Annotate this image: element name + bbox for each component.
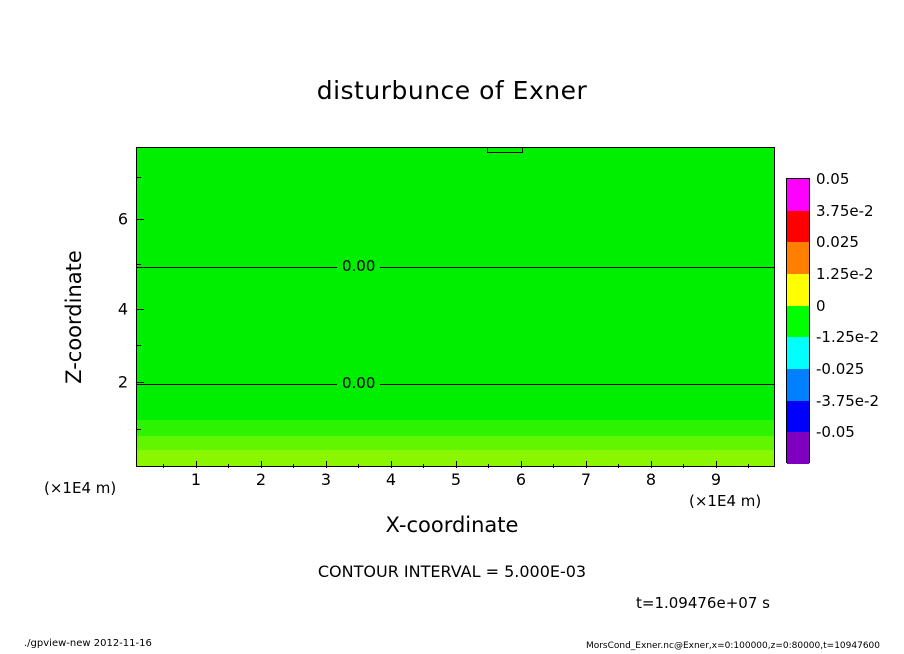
x-tick-label-2: 2 bbox=[255, 470, 267, 489]
x-tick-label-7: 7 bbox=[580, 470, 592, 489]
x-tick-label-6: 6 bbox=[515, 470, 527, 489]
colorbar-tick-label: 0.05 bbox=[816, 170, 850, 188]
colorbar-cell bbox=[787, 337, 809, 369]
x-tick-3 bbox=[326, 461, 327, 468]
contour-line-upper bbox=[137, 267, 774, 268]
x-tick-label-1: 1 bbox=[190, 470, 202, 489]
x-tick-4 bbox=[391, 461, 392, 468]
colorbar-tick-label: 1.25e-2 bbox=[816, 265, 874, 283]
y-tick-minor-b bbox=[137, 345, 141, 346]
x-tick-minor-i bbox=[683, 464, 684, 468]
contour-label-lower: 0.00 bbox=[337, 376, 380, 390]
x-tick-7 bbox=[586, 461, 587, 468]
contour-top-notch bbox=[487, 147, 523, 153]
contour-interval-text: CONTOUR INTERVAL = 5.000E-03 bbox=[317, 562, 587, 581]
x-tick-1 bbox=[196, 461, 197, 468]
y-tick-minor-d bbox=[137, 177, 141, 178]
x-tick-6 bbox=[521, 461, 522, 468]
colorbar-cell bbox=[787, 211, 809, 243]
x-tick-2 bbox=[261, 461, 262, 468]
colorbar-cell bbox=[787, 274, 809, 306]
x-tick-label-5: 5 bbox=[450, 470, 462, 489]
colorbar-tick-label: 0 bbox=[816, 296, 826, 315]
x-tick-minor-b bbox=[228, 464, 229, 468]
x-tick-label-9: 9 bbox=[710, 470, 722, 489]
y-tick-label-2: 2 bbox=[117, 372, 128, 392]
y-tick-2 bbox=[137, 382, 144, 383]
x-tick-minor-f bbox=[488, 464, 489, 468]
colorbar-tick-label: -1.25e-2 bbox=[816, 328, 879, 347]
x-tick-minor-h bbox=[618, 464, 619, 468]
y-axis-title: Z-coordinate bbox=[62, 250, 86, 384]
colorbar-cell bbox=[787, 242, 809, 274]
x-tick-8 bbox=[651, 461, 652, 468]
x-tick-label-3: 3 bbox=[320, 470, 332, 489]
footer-left-text: ./gpview-new 2012-11-16 bbox=[24, 638, 152, 649]
x-tick-minor-g bbox=[553, 464, 554, 468]
page-title: disturbunce of Exner bbox=[316, 76, 588, 105]
y-tick-6 bbox=[137, 219, 144, 220]
x-axis-units: (×1E4 m) bbox=[689, 492, 762, 510]
contour-band-base bbox=[137, 148, 774, 466]
x-tick-minor-a bbox=[163, 464, 164, 468]
x-tick-label-4: 4 bbox=[385, 470, 397, 489]
colorbar-cell bbox=[787, 306, 809, 338]
x-tick-minor-d bbox=[358, 464, 359, 468]
colorbar-tick-label: -0.025 bbox=[816, 360, 865, 378]
colorbar-cell bbox=[787, 401, 809, 433]
y-axis-units: (×1E4 m) bbox=[44, 479, 117, 497]
y-tick-label-4: 4 bbox=[117, 299, 128, 319]
colorbar-tick-label: 0.025 bbox=[816, 233, 859, 252]
x-tick-minor-e bbox=[423, 464, 424, 468]
plot-area bbox=[136, 147, 775, 467]
x-tick-minor-c bbox=[293, 464, 294, 468]
time-label: t=1.09476e+07 s bbox=[636, 594, 770, 612]
contour-line-lower bbox=[137, 384, 774, 385]
y-tick-label-6: 6 bbox=[117, 209, 128, 229]
y-tick-minor-a bbox=[137, 429, 141, 430]
colorbar-tick-label: -3.75e-2 bbox=[816, 391, 879, 410]
contour-label-upper: 0.00 bbox=[337, 259, 380, 273]
colorbar-cell bbox=[787, 179, 809, 211]
x-tick-label-8: 8 bbox=[645, 470, 657, 489]
x-tick-9 bbox=[716, 461, 717, 468]
y-tick-4 bbox=[137, 309, 144, 310]
colorbar-tick-label: 3.75e-2 bbox=[816, 201, 874, 220]
x-tick-5 bbox=[456, 461, 457, 468]
colorbar-cell bbox=[787, 432, 809, 464]
footer-right-text: MorsCond_Exner.nc@Exner,x=0:100000,z=0:80000,t=10947600 bbox=[585, 641, 880, 651]
x-axis-title: X-coordinate bbox=[385, 513, 519, 537]
y-tick-minor-c bbox=[137, 264, 141, 265]
colorbar-tick-label: -0.05 bbox=[816, 423, 855, 442]
colorbar-cell bbox=[787, 369, 809, 401]
x-tick-minor-j bbox=[748, 464, 749, 468]
colorbar bbox=[786, 178, 810, 463]
